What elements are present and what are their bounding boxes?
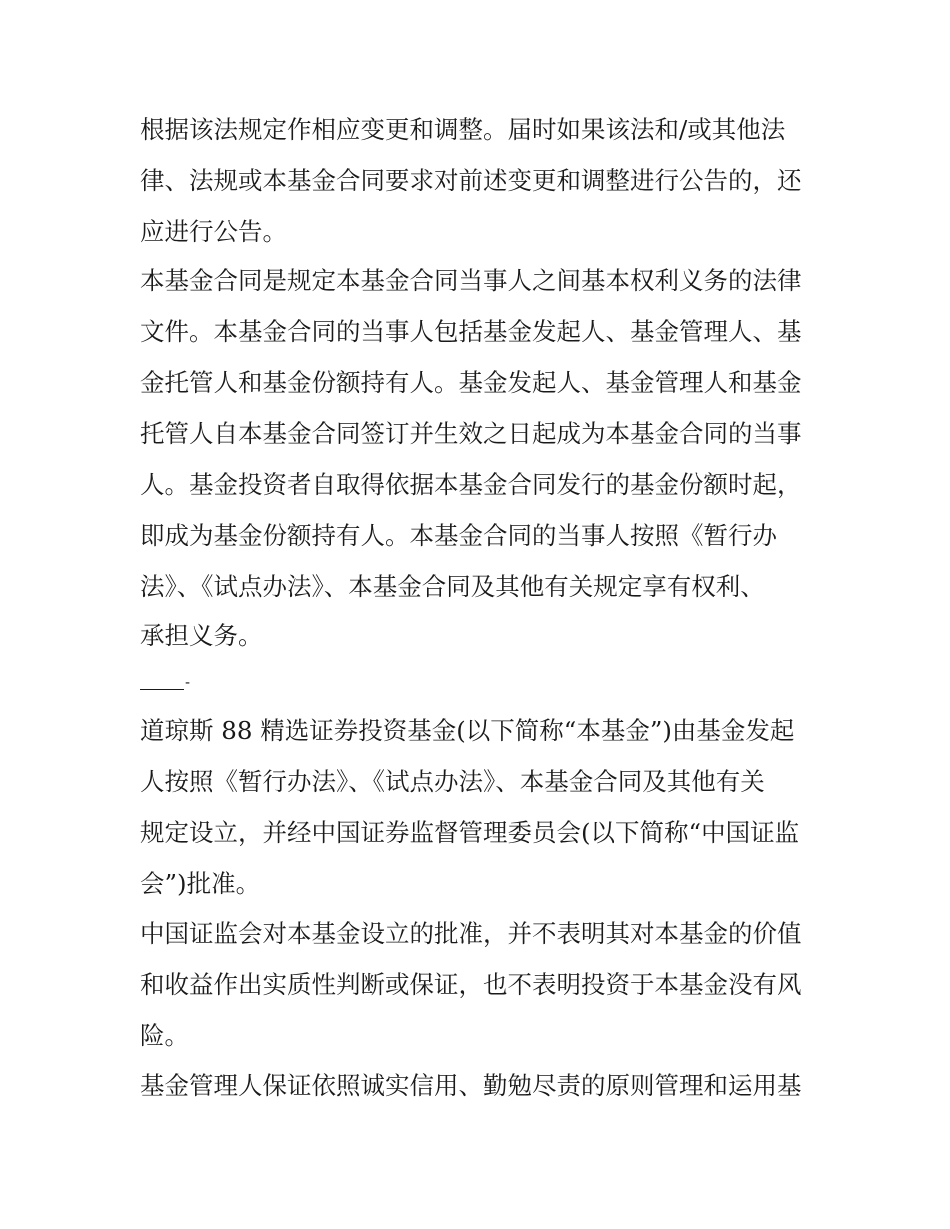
paragraph-fund-establishment-line-1: 道琼斯 88 精选证券投资基金(以下简称“本基金”)由基金发起	[140, 716, 795, 745]
separator-rule	[140, 689, 184, 690]
paragraph-law-changes-line-2: 律、法规或本基金合同要求对前述变更和调整进行公告的，还	[140, 166, 802, 195]
paragraph-fund-establishment-line-3: 规定设立，并经中国证券监督管理委员会(以下简称“中国证监	[140, 818, 800, 847]
paragraph-csrc-disclaimer-line-1: 中国证监会对本基金设立的批准，并不表明其对本基金的价值	[140, 919, 802, 948]
section-separator	[140, 668, 190, 698]
paragraph-csrc-disclaimer-line-3: 险。	[140, 1021, 189, 1050]
paragraph-fund-establishment-line-4: 会”)批准。	[140, 869, 261, 898]
paragraph-contract-parties-line-6: 即成为基金份额持有人。本基金合同的当事人按照《暂行办	[140, 521, 777, 550]
paragraph-fund-establishment-line-2: 人按照《暂行办法》、《试点办法》、本基金合同及其他有关	[140, 767, 765, 796]
paragraph-law-changes-line-1: 根据该法规定作相应变更和调整。届时如果该法和/或其他法	[140, 115, 786, 144]
paragraph-contract-parties-line-5: 人。基金投资者自取得依据本基金合同发行的基金份额时起，	[140, 470, 802, 499]
paragraph-contract-parties-line-7: 法》、《试点办法》、本基金合同及其他有关规定享有权利、	[140, 572, 765, 601]
paragraph-contract-parties-line-2: 文件。本基金合同的当事人包括基金发起人、基金管理人、基	[140, 317, 802, 346]
paragraph-manager-guarantee-line-1: 基金管理人保证依照诚实信用、勤勉尽责的原则管理和运用基	[140, 1071, 802, 1100]
paragraph-csrc-disclaimer-line-2: 和收益作出实质性判断或保证，也不表明投资于本基金没有风	[140, 970, 802, 999]
paragraph-contract-parties-line-3: 金托管人和基金份额持有人。基金发起人、基金管理人和基金	[140, 368, 802, 397]
paragraph-contract-parties-line-1: 本基金合同是规定本基金合同当事人之间基本权利义务的法律	[140, 266, 802, 295]
paragraph-contract-parties-line-4: 托管人自本基金合同签订并生效之日起成为本基金合同的当事	[140, 419, 802, 448]
separator-mark: -	[185, 675, 191, 691]
paragraph-contract-parties-line-8: 承担义务。	[140, 621, 263, 650]
paragraph-law-changes-line-3: 应进行公告。	[140, 217, 287, 246]
